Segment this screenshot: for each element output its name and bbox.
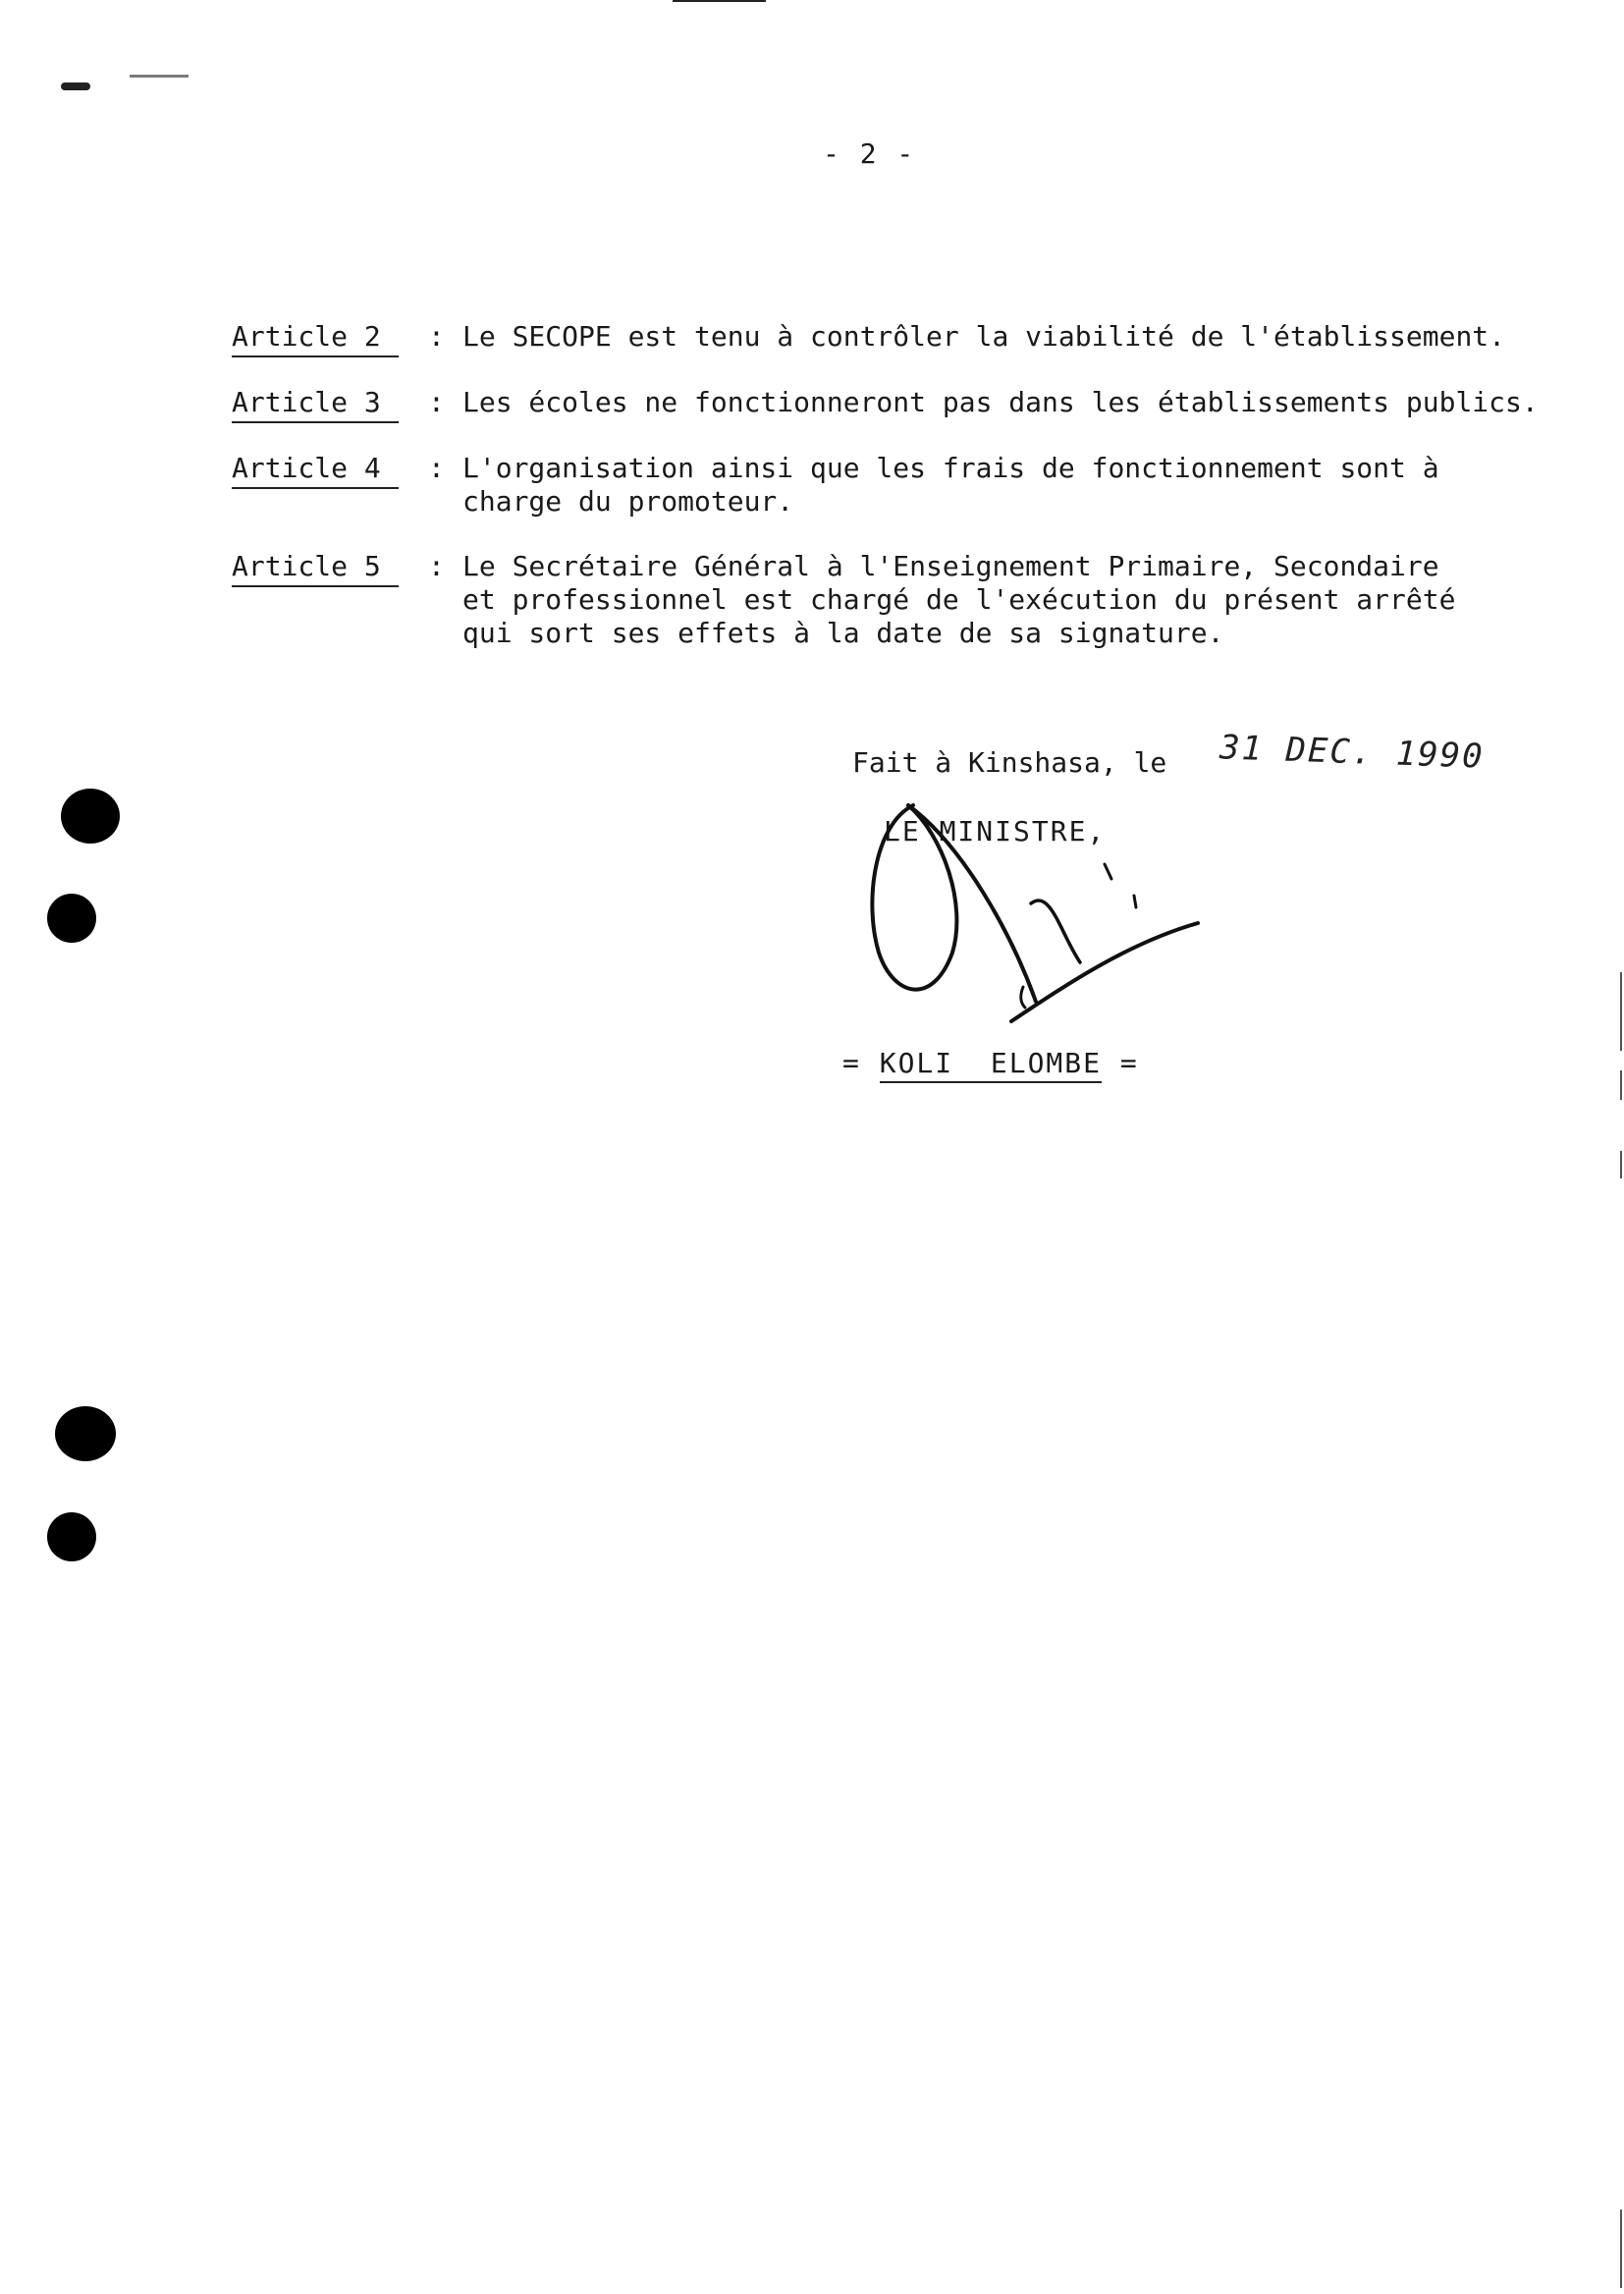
article-text: Le Secrétaire Général à l'Enseignement Primaire, Secondaire et professionnel est chargé de l'exécution du présent arrêté qui sort ses effets à la date de sa signature. xyxy=(462,550,1456,649)
scan-speck xyxy=(61,82,90,90)
scan-speck xyxy=(130,75,189,78)
article-separator: : xyxy=(428,320,445,353)
signatory-name: KOLI ELOMBE xyxy=(880,1047,1102,1083)
signatory-prefix: = xyxy=(842,1047,880,1079)
article-label: Article 4 xyxy=(232,452,399,489)
article-text: L'organisation ainsi que les frais de fonctionnement sont à charge du promoteur. xyxy=(462,452,1439,518)
article-label: Article 3 xyxy=(232,386,399,423)
punch-hole xyxy=(47,1512,96,1561)
article-separator: : xyxy=(428,386,445,418)
minister-title: LE MINISTRE, xyxy=(884,815,1107,847)
top-edge-rule xyxy=(673,0,766,2)
article-separator: : xyxy=(428,452,445,484)
article-4 xyxy=(232,452,1538,520)
article-label: Article 5 xyxy=(232,550,399,587)
page-number: - 2 - xyxy=(823,137,916,170)
punch-hole xyxy=(55,1406,116,1461)
signatory-suffix: = xyxy=(1102,1047,1139,1079)
place-date-line: Fait à Kinshasa, le xyxy=(852,746,1167,779)
punch-hole xyxy=(47,894,96,943)
article-text: Le SECOPE est tenu à contrôler la viabilité de l'établissement. xyxy=(462,320,1506,353)
article-3 xyxy=(232,386,1538,425)
article-text: Les écoles ne fonctionneront pas dans les établissements publics. xyxy=(462,386,1539,418)
edge-mark xyxy=(1620,972,1622,1051)
edge-mark xyxy=(1620,1070,1622,1100)
article-2 xyxy=(232,320,1538,359)
article-5 xyxy=(232,550,1538,652)
article-label: Article 2 xyxy=(232,320,399,357)
signatory-line xyxy=(842,1047,1139,1079)
edge-mark xyxy=(1620,1151,1622,1178)
date-stamp: 31 DEC. 1990 xyxy=(1218,728,1486,777)
punch-hole xyxy=(61,789,120,844)
edge-mark xyxy=(1620,2210,1622,2288)
article-separator: : xyxy=(428,550,445,582)
handwritten-signature xyxy=(854,786,1208,1041)
